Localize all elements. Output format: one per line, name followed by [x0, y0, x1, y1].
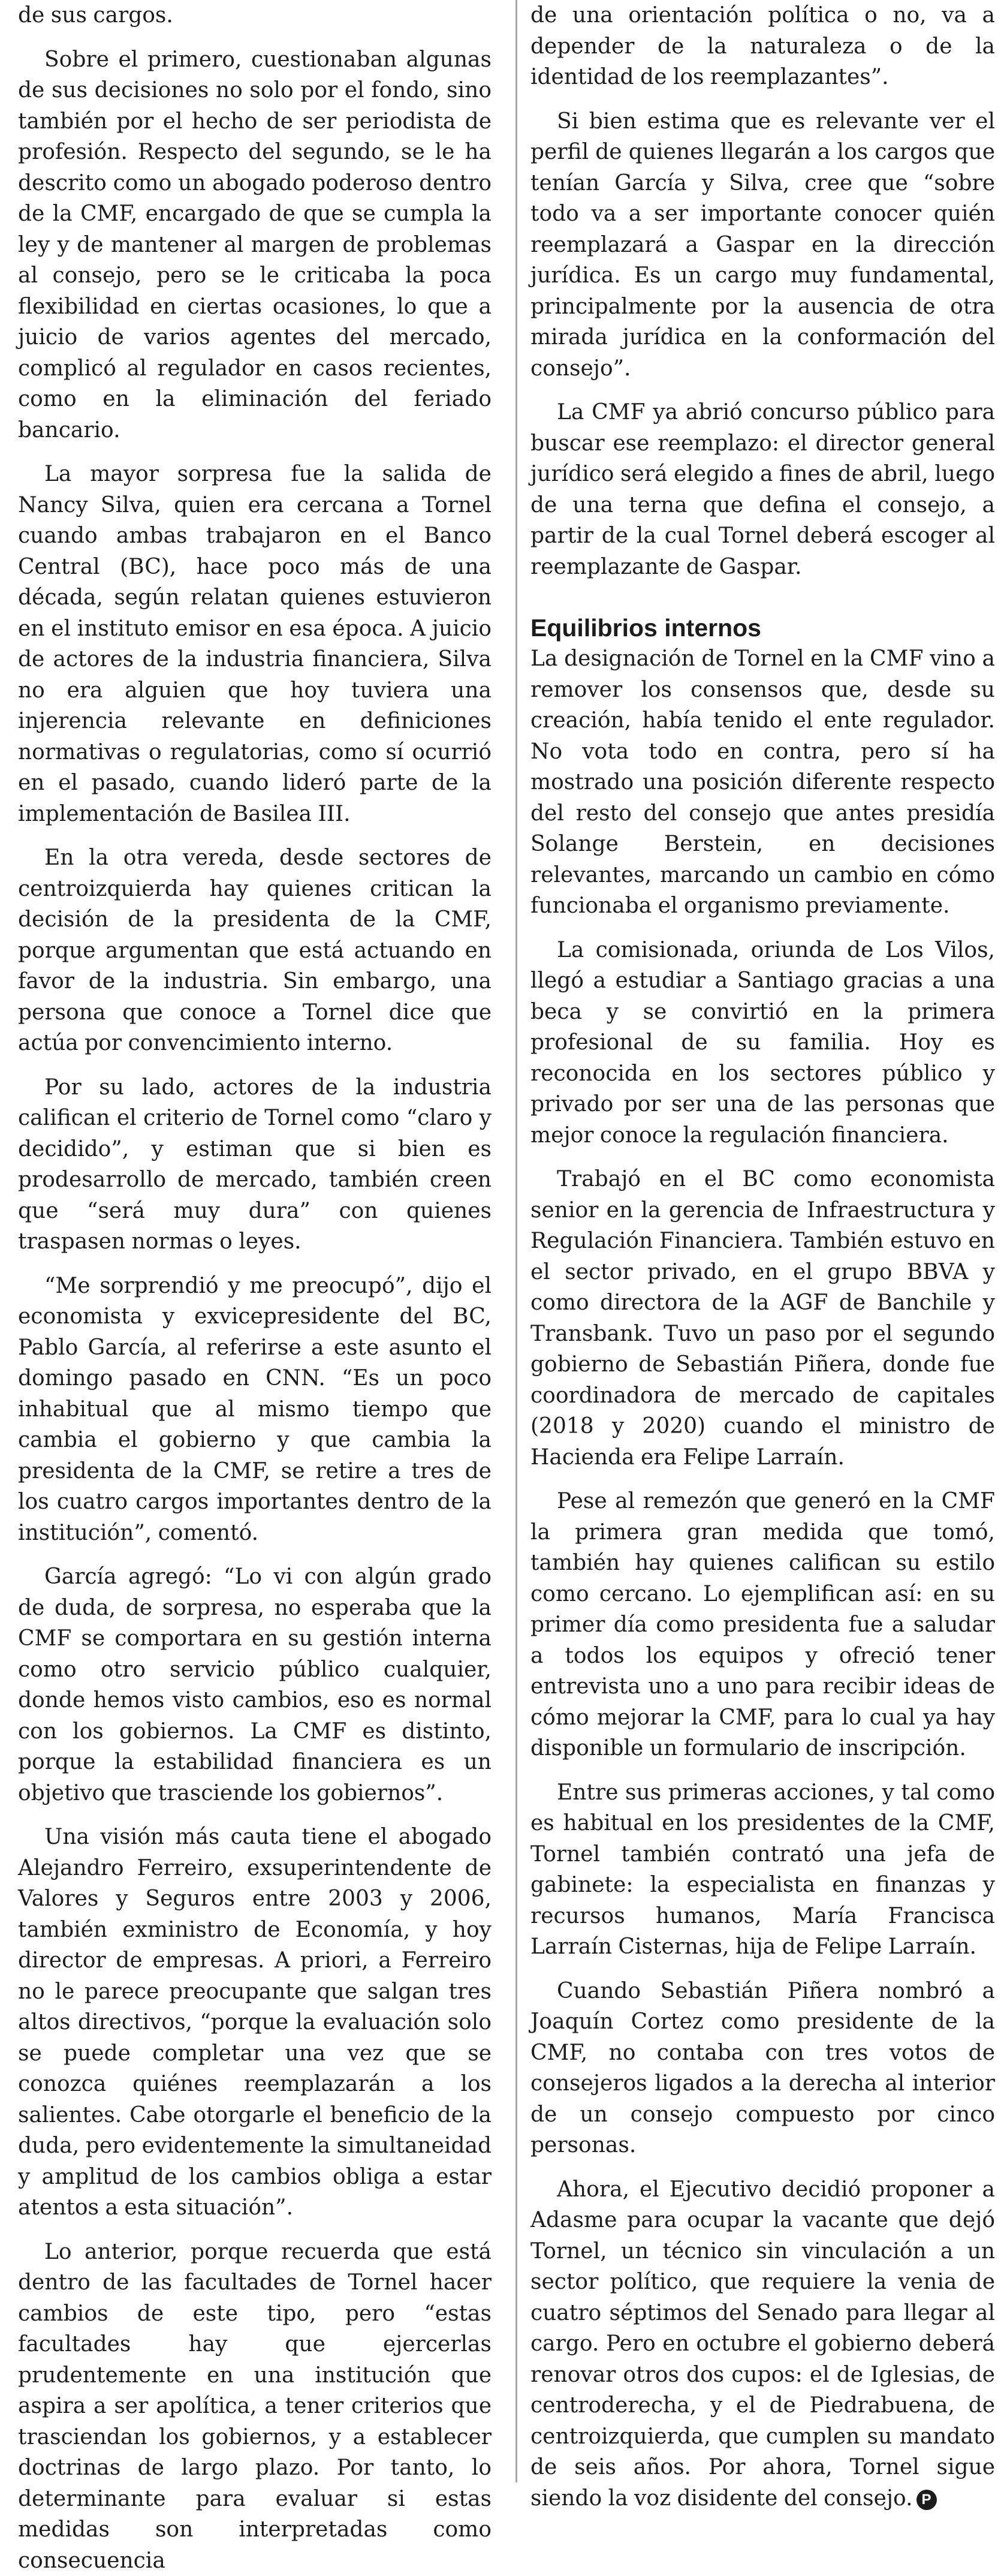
paragraph: La mayor sorpresa fue la salida de Nancy Silva, quien era cercana a Tornel cuando ambas trabajaron en el Banco Central (BC), hace poco más de una década, según relatan quienes estuvieron en el instituto emisor en esa época. A juicio de actores de la industria financiera, Silva no era alguien que hoy tuviera una injerencia relevante en definiciones normativas o regulatorias, como sí ocurrió en el pasado, cuando lideró parte de la implementación de Basilea III.	[18, 459, 492, 829]
paragraph-final	[530, 2174, 995, 2514]
paragraph: Si bien estima que es relevante ver el perfil de quienes llegarán a los cargos que tenían García y Silva, cree que “sobre todo va a ser importante conocer quién reemplazará a Gaspar en la dirección jurídica. Es un cargo muy fundamental, principalmente por la ausencia de otra mirada jurídica en la conformación del consejo”.	[530, 106, 995, 384]
paragraph: Cuando Sebastián Piñera nombró a Joaquín Cortez como presidente de la CMF, no contaba con tres votos de consejeros ligados a la derecha al interior de un consejo compuesto por cinco personas.	[530, 1976, 995, 2161]
paragraph: En la otra vereda, desde sectores de centroizquierda hay quienes critican la decisión de la presidenta de la CMF, porque argumentan que está actuando en favor de la industria. Sin embargo, una persona que conoce a Tornel dice que actúa por convencimiento interno.	[18, 842, 492, 1059]
paragraph: Lo anterior, porque recuerda que está dentro de las facultades de Tornel hacer cambios de este tipo, pero “estas facultades hay que ejercerlas prudentemente en una institución que aspira a ser apolítica, a tener criterios que trasciendan los gobiernos, y a establecer doctrinas de largo plazo. Por tanto, lo determinante para evaluar si estas medidas son interpretadas como consecuencia	[18, 2237, 492, 2576]
paragraph-final-text: Ahora, el Ejecutivo decidió proponer a Adasme para ocupar la vacante que dejó Tornel, un técnico sin vinculación a un sector político, que requiere la venia de cuatro séptimos del Senado para llegar al cargo. Pero en octubre el gobierno deberá renovar otros dos cupos: el de Iglesias, de centroderecha, y el de Piedrabuena, de centroizquierda, que cumplen su mandato de seis años. Por ahora, Tornel sigue siendo la voz disidente del consejo.	[530, 2177, 995, 2511]
paragraph: Por su lado, actores de la industria califican el criterio de Tornel como “claro y decidido”, y estiman que si bien es prodesarrollo de mercado, también creen que “será muy dura” con quienes traspasen normas o leyes.	[18, 1072, 492, 1257]
article-column-left	[18, 0, 492, 2482]
paragraph: La designación de Tornel en la CMF vino a remover los consensos que, desde su creación, había tenido el ente regulador. No vota todo en contra, pero sí ha mostrado una posición diferente respecto del resto del consejo que antes presidía Solange Berstein, en decisiones relevantes, marcando un cambio en cómo funcionaba el organismo previamente.	[530, 643, 995, 922]
end-of-article-icon: P	[916, 2490, 937, 2510]
paragraph: La comisionada, oriunda de Los Vilos, llegó a estudiar a Santiago gracias a una beca y se convirtió en la primera profesional de su familia. Hoy es reconocida en los sectores público y privado por ser una de las personas que mejor conoce la regulación financiera.	[530, 935, 995, 1151]
section-subheading: Equilibrios internos	[530, 612, 995, 643]
article-column-right	[515, 0, 995, 2482]
paragraph: Entre sus primeras acciones, y tal como es habitual en los presidentes de la CMF, Tornel también contrató una jefa de gabinete: la especialista en finanzas y recursos humanos, María Francisca Larraín Cisternas, hija de Felipe Larraín.	[530, 1777, 995, 1963]
paragraph: “Me sorprendió y me preocupó”, dijo el economista y exvicepresidente del BC, Pablo García, al referirse a este asunto el domingo pasado en CNN. “Es un poco inhabitual que al mismo tiempo que cambia el gobierno y que cambia la presidenta de la CMF, se retire a tres de los cuatro cargos importantes dentro de la institución”, comentó.	[18, 1271, 492, 1549]
paragraph: de una orientación política o no, va a depender de la naturaleza o de la identidad de los reemplazantes”.	[530, 0, 995, 93]
paragraph: de sus cargos.	[18, 0, 492, 31]
paragraph: García agregó: “Lo vi con algún grado de duda, de sorpresa, no esperaba que la CMF se comportara en su gestión interna como otro servicio público cualquier, donde hemos visto cambios, eso es normal con los gobiernos. La CMF es distinto, porque la estabilidad financiera es un objetivo que trasciende los gobiernos”.	[18, 1561, 492, 1808]
paragraph: La CMF ya abrió concurso público para buscar ese reemplazo: el director general jurídico será elegido a fines de abril, luego de una terna que defina el consejo, a partir de la cual Tornel deberá escoger al reemplazante de Gaspar.	[530, 397, 995, 582]
paragraph: Trabajó en el BC como economista senior en la gerencia de Infraestructura y Regulación Financiera. También estuvo en el sector privado, en el grupo BBVA y como directora de la AGF de Banchile y Transbank. Tuvo un paso por el segundo gobierno de Sebastián Piñera, donde fue coordinadora de mercado de capitales (2018 y 2020) cuando el ministro de Hacienda era Felipe Larraín.	[530, 1164, 995, 1473]
paragraph: Pese al remezón que generó en la CMF la primera gran medida que tomó, también hay quienes califican su estilo como cercano. Lo ejemplifican así: en su primer día como presidenta fue a saludar a todos los equipos y ofreció tener entrevista uno a uno para recibir ideas de cómo mejorar la CMF, para lo cual ya hay disponible un formulario de inscripción.	[530, 1486, 995, 1764]
paragraph: Sobre el primero, cuestionaban algunas de sus decisiones no solo por el fondo, sino también por el hecho de ser periodista de profesión. Respecto del segundo, se le ha descrito como un abogado poderoso dentro de la CMF, encargado de que se cumpla la ley y de mantener al margen de problemas al consejo, pero se le criticaba la poca flexibilidad en ciertas ocasiones, lo que a juicio de varios agentes del mercado, complicó al regulador en casos recientes, como en la eliminación del feriado bancario.	[18, 44, 492, 446]
paragraph: Una visión más cauta tiene el abogado Alejandro Ferreiro, exsuperintendente de Valores y Seguros entre 2003 y 2006, también exministro de Economía, y hoy director de empresas. A priori, a Ferreiro no le parece preocupante que salgan tres altos directivos, “porque la evaluación solo se puede completar una vez que se conozca quiénes reemplazarán a los salientes. Cabe otorgarle el beneficio de la duda, pero evidentemente la simultaneidad y amplitud de los cambios obliga a estar atentos a esta situación”.	[18, 1822, 492, 2223]
